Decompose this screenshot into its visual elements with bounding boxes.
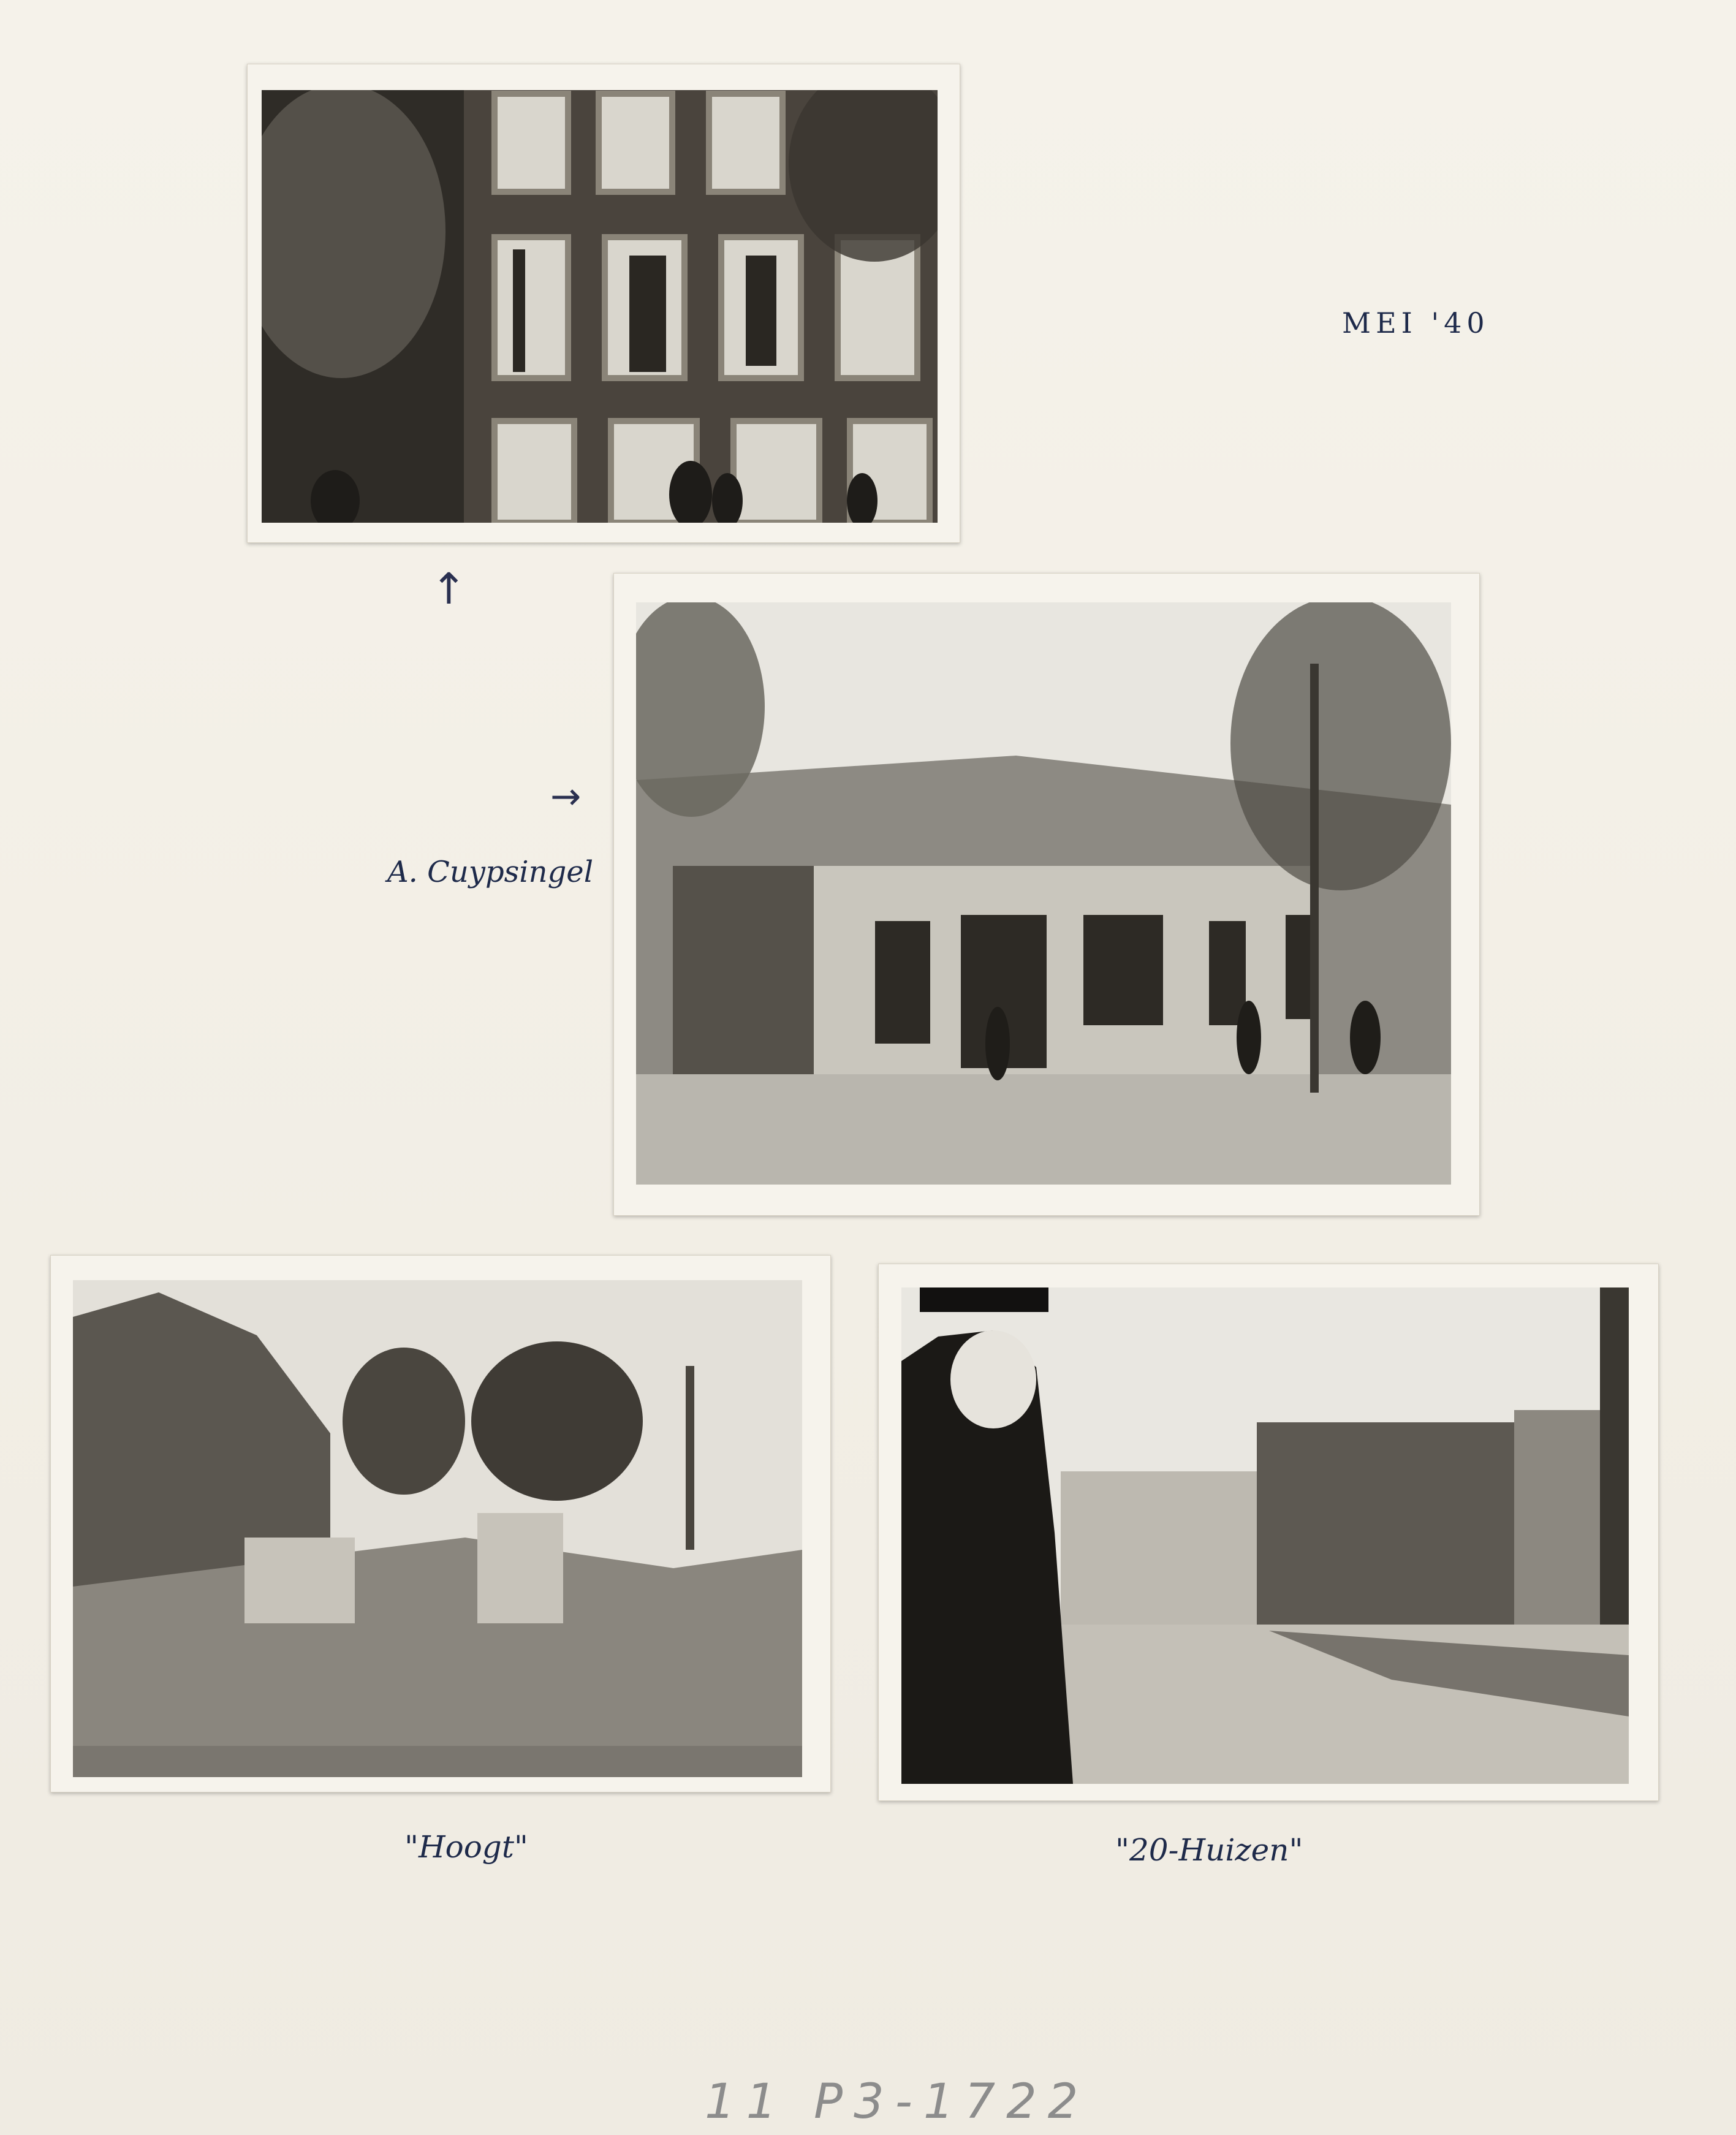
photo-top-burnt-facade <box>262 90 938 523</box>
photo-bottom-left-ruins <box>73 1280 802 1777</box>
photo-mount-middle <box>613 573 1480 1216</box>
photo-mount-top <box>247 64 960 543</box>
arrow-up-icon: ↑ <box>431 564 467 614</box>
caption-bottom-right: "20-Huizen" <box>1115 1832 1303 1868</box>
date-note: MEI '40 <box>1342 306 1490 339</box>
caption-middle: A. Cuypsingel <box>387 855 594 889</box>
photo-bottom-right-street <box>901 1287 1629 1784</box>
caption-bottom-left: "Hoogt" <box>404 1829 528 1865</box>
photo-mount-bottom-right <box>878 1264 1659 1801</box>
arrow-right-icon: → <box>550 775 582 818</box>
photo-middle-corner-building <box>636 602 1451 1185</box>
photo-mount-bottom-left <box>50 1255 831 1792</box>
archive-number: 11 P3-1722 <box>705 2074 1090 2129</box>
